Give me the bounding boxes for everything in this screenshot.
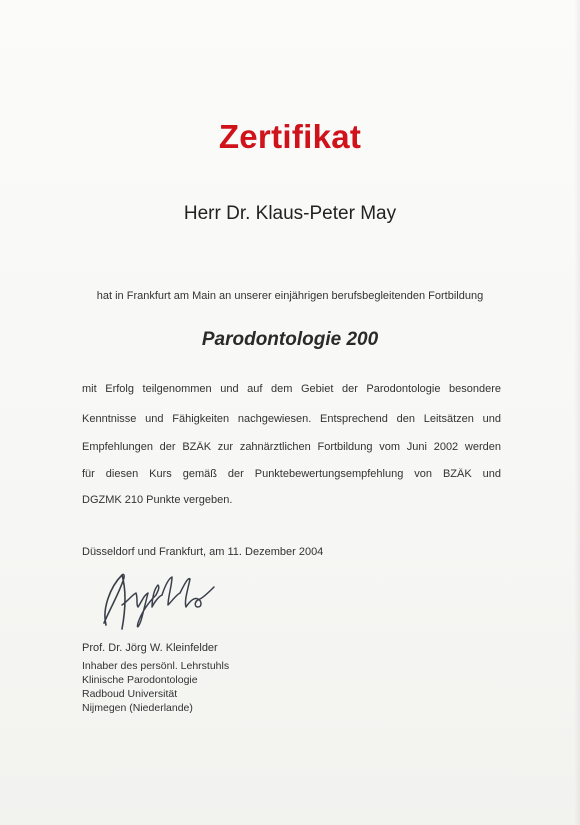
affiliation-line: Klinische Parodontologie	[82, 674, 198, 686]
affiliation-line: Radboud Universität	[82, 688, 178, 700]
certificate-title: Zertifikat	[218, 118, 362, 155]
recipient-name: Herr Dr. Klaus-Peter May	[183, 203, 397, 224]
body-line: Empfehlungen der BZÄK zur zahnärztlichen Fortbildung vom Juni 2002 werden	[82, 441, 501, 453]
place-and-date: Düsseldorf und Frankfurt, am 11. Dezember 2004	[82, 546, 324, 558]
body-line: DGZMK 210 Punkte vergeben.	[82, 494, 233, 506]
affiliation-line: Nijmegen (Niederlande)	[82, 702, 193, 714]
affiliation-line: Inhaber des persönl. Lehrstuhls	[82, 660, 230, 672]
course-name: Parodontologie 200	[201, 329, 379, 350]
body-line: Kenntnisse und Fähigkeiten nachgewiesen. Entsprechend den Leitsätzen und	[82, 413, 501, 425]
signer-name: Prof. Dr. Jörg W. Kleinfelder	[82, 642, 218, 654]
handwritten-signature	[92, 565, 222, 645]
body-line: mit Erfolg teilgenommen und auf dem Gebiet der Parodontologie besondere	[82, 383, 501, 395]
body-line: für diesen Kurs gemäß der Punktebewertungsempfehlung von BZÄK und	[82, 468, 501, 480]
intro-text: hat in Frankfurt am Main an unserer einjährigen berufsbegleitenden Fortbildung	[96, 290, 484, 302]
